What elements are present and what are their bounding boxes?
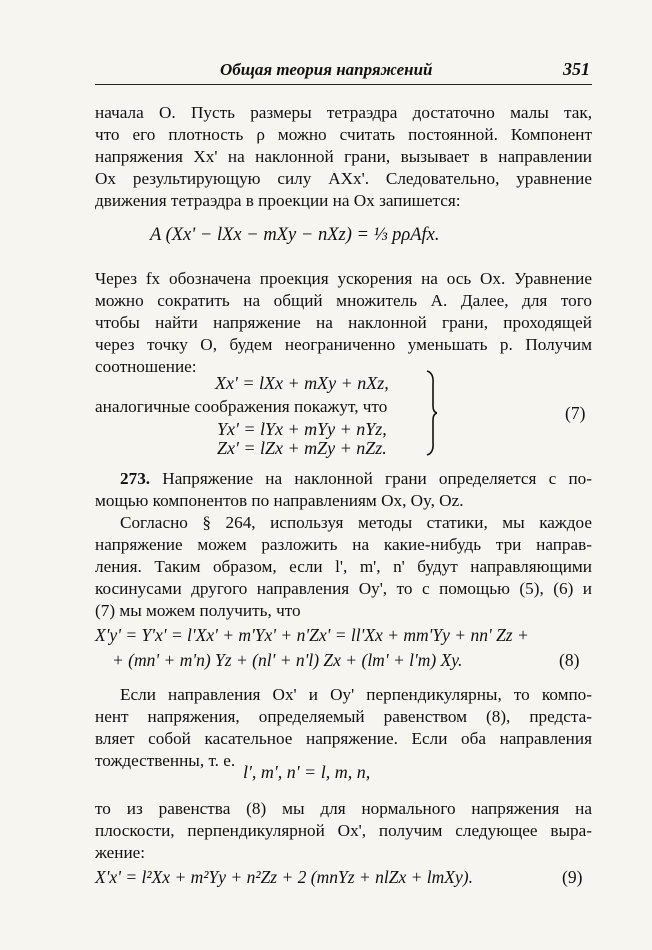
text-line: чтобы найти напряжение на наклонной грани, проходящей (95, 313, 592, 332)
text-line: вляет собой касательное напряжение. Если оба направления (95, 729, 592, 748)
page-number: 351 (563, 59, 590, 79)
header-title: Общая теория напряжений (220, 60, 433, 79)
text-line: мощью компонентов по направлениям Ox, Oy, Oz. (95, 491, 464, 510)
section-line (95, 468, 592, 489)
text-line: Ox результирующую силу AXx'. Следовательно, уравнение (95, 169, 592, 188)
equation-7b: Yx' = lYx + mYy + nYz, (217, 419, 387, 439)
text-line: ления. Таким образом, если l', m', n' будут направляющими (95, 557, 592, 576)
equation-9: X'x' = l²Xx + m²Yy + n²Zz + 2 (mnYz + nlZx + lmXy). (95, 867, 473, 887)
text-line: (7) мы можем получить, что (95, 601, 301, 620)
equation-7a: Xx' = lXx + mXy + nXz, (215, 373, 389, 393)
text-line: аналогичные соображения покажут, что (95, 397, 388, 416)
text-line: через точку O, будем неограниченно уменьшать p. Получим (95, 335, 592, 354)
text-line: плоскости, перпендикулярной Ox', получим следующее выра- (95, 821, 592, 840)
text-line: Если направления Ox' и Oy' перпендикулярны, то компо- (120, 685, 592, 704)
section-number: 273. (120, 469, 151, 488)
section-text: Напряжение на наклонной грани определяется с по- (162, 469, 593, 488)
equation-8b: + (mn' + m'n) Yz + (nl' + n'l) Zx + (lm' + l'm) Xy. (112, 650, 463, 670)
text-line: косинусами другого направления Oy', то с помощью (5), (6) и (95, 579, 592, 598)
equation-motion: A (Xx' − lXx − mXy − nXz) = ⅓ pρAfx. (150, 225, 440, 245)
text-line: соотношение: (95, 357, 197, 376)
equation-number-8: (8) (559, 650, 580, 670)
text-line: Согласно § 264, используя методы статики, мы каждое (120, 513, 592, 532)
text-line: движения тетраэдра в проекции на Ox запишется: (95, 191, 461, 210)
text-line: начала O. Пусть размеры тетраэдра достаточно малы так, (95, 103, 592, 122)
text-line: что его плотность ρ можно считать постоянной. Компонент (95, 125, 592, 144)
running-header (95, 58, 592, 85)
text-line: напряжения Xx' на наклонной грани, вызывает в направлении (95, 147, 592, 166)
equation-7c: Zx' = lZx + mZy + nZz. (217, 438, 387, 458)
text-line: Через fx обозначена проекция ускорения на ось Ox. Уравнение (95, 269, 592, 288)
equation-number-9: (9) (562, 867, 583, 887)
text-line: то из равенства (8) мы для нормального напряжения на (95, 799, 592, 818)
right-brace (425, 370, 437, 456)
text-line: нент напряжения, определяемый равенством (8), предста- (95, 707, 592, 726)
text-line: напряжение можем разложить на какие-нибудь три направ- (95, 535, 592, 554)
text-line: жение: (95, 843, 146, 862)
text-line: можно сократить на общий множитель A. Далее, для того (95, 291, 592, 310)
text-line: тождественны, т. е. (95, 751, 236, 770)
equation-8a: X'y' = Y'x' = l'Xx' + m'Yx' + n'Zx' = ll'Xx + mm'Yy + nn' Zz + (95, 625, 529, 645)
equation-directions: l', m', n' = l, m, n, (243, 762, 371, 782)
equation-number-7: (7) (565, 403, 586, 423)
